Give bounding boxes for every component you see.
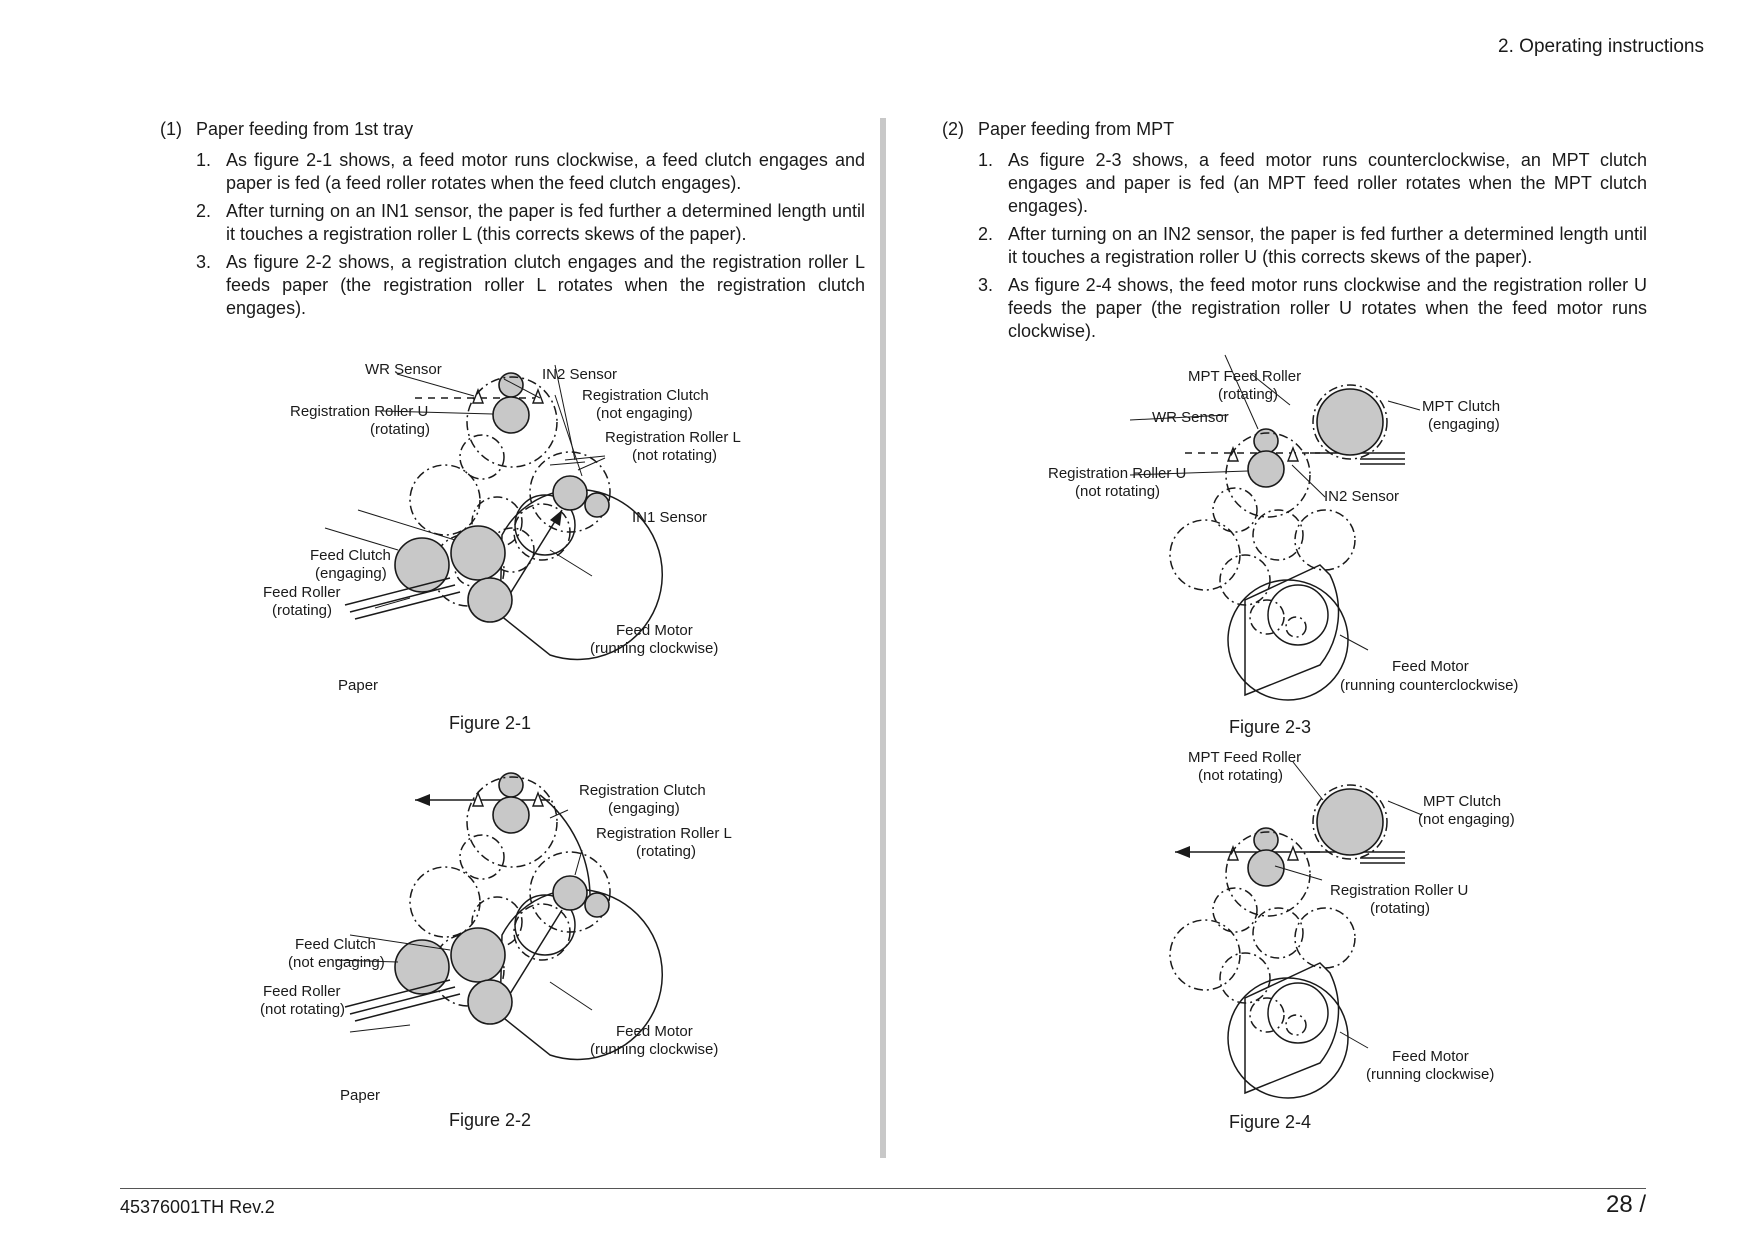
feed-roller-icon [395, 538, 449, 592]
label-motor-1: Feed Motor [616, 1023, 693, 1040]
steps-list [160, 149, 865, 320]
figure-2-3-diagram [1030, 365, 1550, 705]
list-item [196, 200, 865, 246]
header-section-title: 2. Operating instructions [1498, 36, 1704, 57]
registration-roller-u-icon [493, 397, 529, 433]
label-motor-2: (running clockwise) [590, 1041, 719, 1058]
gear-icon [1213, 888, 1257, 932]
gear-icon [1170, 520, 1240, 590]
gear-icon [1250, 998, 1284, 1032]
label-feed-clutch-2: (engaging) [315, 565, 387, 582]
column-divider [880, 118, 886, 1158]
step-text: As figure 2-1 shows, a feed motor runs clockwise, a feed clutch engages and paper is fed (a feed roller rotates when the feed clutch engages). [226, 150, 865, 193]
sensor-icon [1228, 847, 1238, 860]
figure-2-4-diagram [1030, 749, 1550, 1110]
leader-line [550, 810, 568, 818]
sensor-icon [1288, 847, 1298, 860]
caption-figure-2-4: Figure 2-4 [1228, 1112, 1312, 1132]
step-number: 2. [196, 201, 212, 221]
label-feed-clutch-2: (not engaging) [288, 954, 385, 971]
label-reg-u-2: (rotating) [1370, 900, 1431, 917]
label-feed-roller-2: (not rotating) [260, 1001, 346, 1018]
leader-line [578, 458, 605, 470]
label-reg-l-2: (not rotating) [632, 447, 718, 464]
caption-figure-2-2: Figure 2-2 [448, 1110, 532, 1130]
label-reg-u-1: Registration Roller U [290, 403, 429, 420]
paper-sheet [350, 987, 455, 1014]
caption-figure-2-1: Figure 2-1 [448, 713, 532, 733]
paper-sheet [345, 578, 450, 605]
feed-clutch-roller-icon [451, 928, 505, 982]
gear-icon [1250, 600, 1284, 634]
paper-out-arrowhead [1175, 846, 1190, 858]
label-reg-l-1: Registration Roller L [605, 429, 741, 446]
leader-line [358, 510, 455, 540]
bottom-roller-icon [468, 578, 512, 622]
label-reg-u-2: (rotating) [370, 421, 431, 438]
gear-icon [460, 835, 504, 879]
leader-line [1292, 465, 1325, 497]
list-item [196, 149, 865, 195]
step-text: After turning on an IN1 sensor, the paper is fed further a determined length until it touches a registration roller L (this corrects skews of the paper). [226, 201, 865, 244]
gear-icon [410, 867, 480, 937]
step-text: As figure 2-2 shows, a registration clutch engages and the registration roller L feeds paper (the registration roller L rotates when the registration clutch engages). [226, 252, 865, 318]
label-in2-sensor: IN2 Sensor [1324, 488, 1400, 505]
registration-roller-u-icon [1248, 850, 1284, 886]
leader-line [1388, 801, 1422, 815]
leader-line [1388, 401, 1420, 410]
list-item [978, 149, 1647, 218]
step-text: As figure 2-3 shows, a feed motor runs counterclockwise, an MPT clutch engages and paper is fed (an MPT feed roller rotates when the MPT clutch engages). [1008, 150, 1647, 216]
section-title: Paper feeding from MPT [978, 119, 1175, 139]
label-reg-clutch-2: (engaging) [608, 800, 680, 817]
label-wr-sensor: WR Sensor [1152, 409, 1229, 426]
label-motor-2: (running clockwise) [1366, 1066, 1495, 1083]
mpt-feed-roller-icon [1317, 389, 1383, 455]
gear-icon [1286, 1015, 1306, 1035]
list-item [196, 251, 865, 320]
leader-line [575, 850, 582, 875]
mpt-feed-roller-icon [1317, 789, 1383, 855]
section-number: (2) [942, 119, 964, 139]
label-mpt-roller-1: MPT Feed Roller [1188, 749, 1302, 766]
label-reg-u-2: (not rotating) [1075, 483, 1161, 500]
leader-line [565, 456, 605, 460]
figure-2-4 [1030, 749, 1550, 1110]
gear-icon [1213, 488, 1257, 532]
section-heading [160, 118, 865, 141]
paper-sheet [345, 980, 450, 1007]
footer-divider [120, 1188, 1646, 1189]
feed-roller-icon [395, 940, 449, 994]
caption-figure-2-3: Figure 2-3 [1228, 717, 1312, 737]
footer-doc-id: 45376001TH Rev.2 [120, 1197, 275, 1217]
label-paper: Paper [340, 1087, 381, 1104]
label-mpt-roller-1: MPT Feed Roller [1188, 368, 1302, 385]
pinch-roller-icon [585, 893, 609, 917]
motor-gear-icon [1268, 585, 1328, 645]
label-reg-u-1: Registration Roller U [1330, 882, 1469, 899]
step-number: 3. [196, 252, 212, 272]
step-number: 1. [196, 150, 212, 170]
gear-icon [1170, 920, 1240, 990]
leader-line [550, 550, 592, 576]
gear-icon [410, 465, 480, 535]
page-number: 28 / [1605, 1191, 1646, 1218]
feed-motor-circle [1228, 580, 1348, 700]
label-motor-1: Feed Motor [1392, 1048, 1469, 1065]
section-heading [942, 118, 1647, 141]
label-feed-roller-2: (rotating) [272, 602, 333, 619]
feed-motor-circle [1228, 978, 1348, 1098]
leader-line [1340, 635, 1368, 650]
steps-list [942, 149, 1647, 343]
list-item [978, 274, 1647, 343]
registration-roller-l-icon [553, 876, 587, 910]
gear-icon [1286, 617, 1306, 637]
label-mpt-roller-2: (rotating) [1218, 386, 1279, 403]
registration-roller-u-icon [1248, 451, 1284, 487]
label-reg-l-2: (rotating) [636, 843, 697, 860]
wr-sensor-icon [1228, 448, 1238, 461]
label-mpt-clutch-1: MPT Clutch [1422, 398, 1501, 415]
step-number: 1. [978, 150, 994, 170]
label-motor-1: Feed Motor [1392, 658, 1469, 675]
label-motor-2: (running clockwise) [590, 640, 719, 657]
registration-roller-u-icon [493, 797, 529, 833]
label-reg-clutch-2: (not engaging) [596, 405, 693, 422]
step-text: As figure 2-4 shows, the feed motor runs clockwise and the registration roller U feeds the paper (the registration roller U rotates when the feed motor runs clockwise). [1008, 275, 1647, 341]
feed-clutch-roller-icon [451, 526, 505, 580]
label-mpt-clutch-1: MPT Clutch [1423, 793, 1502, 810]
gear-icon [514, 904, 570, 960]
gear-icon [460, 435, 504, 479]
registration-roller-l-icon [553, 476, 587, 510]
label-reg-clutch-1: Registration Clutch [582, 387, 709, 404]
leader-line [550, 462, 585, 465]
label-in2-sensor: IN2 Sensor [542, 366, 618, 383]
list-item [978, 223, 1647, 269]
label-mpt-clutch-2: (not engaging) [1418, 811, 1515, 828]
paper-out-arrowhead [415, 794, 430, 806]
bottom-roller-icon [468, 980, 512, 1024]
motor-gear-icon [1268, 983, 1328, 1043]
gear-icon [1295, 510, 1355, 570]
section-number: (1) [160, 119, 182, 139]
label-reg-u-1: Registration Roller U [1048, 465, 1187, 482]
label-motor-1: Feed Motor [616, 622, 693, 639]
step-number: 3. [978, 275, 994, 295]
leader-line [550, 982, 592, 1010]
section-1st-tray [160, 118, 865, 325]
in2-sensor-icon [1288, 448, 1298, 461]
section-title: Paper feeding from 1st tray [196, 119, 414, 139]
label-in1-sensor: IN1 Sensor [632, 509, 708, 526]
label-reg-clutch-1: Registration Clutch [579, 782, 706, 799]
figure-2-2 [250, 770, 770, 1110]
step-number: 2. [978, 224, 994, 244]
label-mpt-clutch-2: (engaging) [1428, 416, 1500, 433]
leader-line [1340, 1032, 1368, 1048]
figure-2-2-diagram [250, 770, 770, 1110]
paper-sheet [350, 585, 455, 612]
label-feed-clutch-1: Feed Clutch [310, 547, 391, 564]
gear-icon [1295, 908, 1355, 968]
section-mpt [942, 118, 1647, 348]
pinch-roller-icon [585, 493, 609, 517]
label-wr-sensor: WR Sensor [365, 361, 442, 378]
figure-2-1 [250, 360, 770, 710]
leader-line [350, 1025, 410, 1032]
label-mpt-roller-2: (not rotating) [1198, 767, 1284, 784]
figure-2-3 [1030, 365, 1550, 705]
paper-sheet [355, 994, 460, 1021]
figure-2-1-diagram [250, 360, 770, 710]
step-text: After turning on an IN2 sensor, the paper is fed further a determined length until it touches a registration roller U (this corrects skews of the paper). [1008, 224, 1647, 267]
label-feed-roller-1: Feed Roller [263, 983, 341, 1000]
label-paper: Paper [338, 677, 379, 694]
label-motor-2: (running counterclockwise) [1340, 677, 1519, 694]
label-reg-l-1: Registration Roller L [596, 825, 732, 842]
label-feed-roller-1: Feed Roller [263, 584, 341, 601]
leader-line [1293, 762, 1323, 800]
paper-sheet [355, 592, 460, 619]
label-feed-clutch-1: Feed Clutch [295, 936, 376, 953]
motor-arrowhead [550, 510, 562, 526]
